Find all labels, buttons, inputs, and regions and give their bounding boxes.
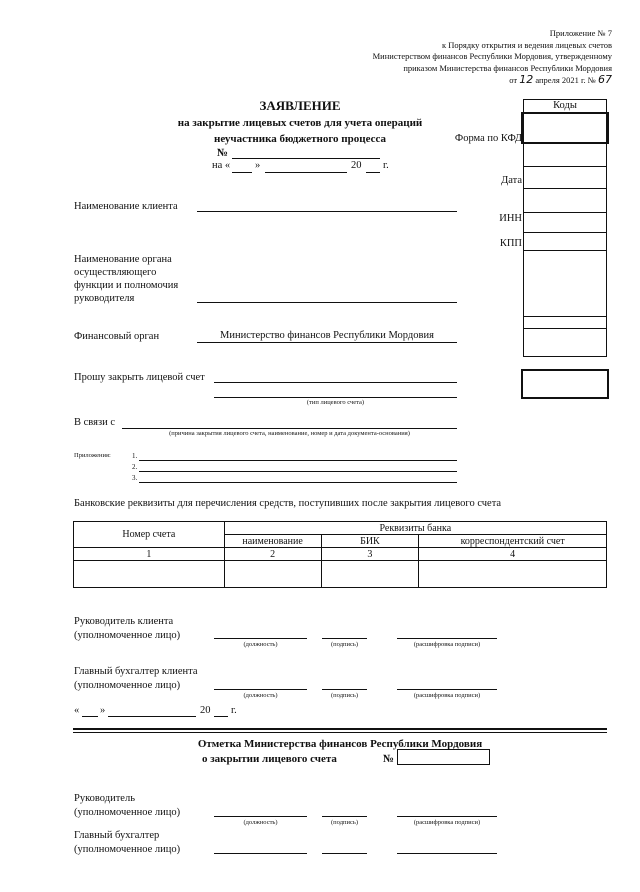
sign-date-year-prefix: 20 <box>200 705 211 716</box>
client-head-label-1: Руководитель клиента <box>74 616 174 627</box>
ministry-head-signature-line[interactable] <box>322 816 367 817</box>
sign-date-close: » <box>100 705 106 716</box>
ministry-number-box[interactable] <box>397 749 490 765</box>
document-number-line <box>232 158 380 159</box>
sign-date-year-suffix: г. <box>231 705 237 716</box>
appendix-line-4: приказом Министерства финансов Республики Мордовия <box>403 62 612 73</box>
attachment-2-number: 2. <box>132 463 138 471</box>
ministry-title-1: Отметка Министерства финансов Республики Мордовия <box>197 738 483 750</box>
appendix-date-rest: апреля 2021 г. № <box>535 75 596 85</box>
bank-value-corr[interactable] <box>419 561 607 588</box>
client-head-decode-line[interactable] <box>397 638 497 639</box>
client-acc-decode-hint: (расшифровка подписи) <box>413 692 481 699</box>
bank-col-bik: БИК <box>321 535 419 548</box>
bank-caption: Банковские реквизиты для перечисления средств, поступивших после закрытия лицевого счета <box>74 498 502 509</box>
attachments-label: Приложения: <box>74 452 111 459</box>
client-acc-signature-line[interactable] <box>322 689 367 690</box>
fin-organ-value: Министерство финансов Республики Мордовия <box>220 330 434 341</box>
close-account-line-1[interactable] <box>214 382 457 383</box>
section-divider-bottom <box>73 732 607 733</box>
document-date-open: на « <box>212 160 231 171</box>
bank-col-bank: Реквизиты банка <box>224 522 606 535</box>
ministry-head-label <box>74 792 180 820</box>
client-name-label: Наименование клиента <box>74 201 178 212</box>
bank-col-corr: корреспондентский счет <box>419 535 607 548</box>
reason-line[interactable] <box>122 428 457 429</box>
client-head-decode-hint: (расшифровка подписи) <box>413 641 481 648</box>
ministry-acc-label-1: Главный бухгалтер <box>74 830 160 841</box>
ministry-head-decode-line[interactable] <box>397 816 497 817</box>
bank-num-4: 4 <box>419 548 607 561</box>
attachment-1-number: 1. <box>132 452 138 460</box>
attachment-1-line[interactable] <box>139 460 457 461</box>
ministry-head-label-2: (уполномоченное лицо) <box>74 807 181 818</box>
bank-table <box>73 521 607 588</box>
client-acc-position-hint: (должность) <box>243 692 278 699</box>
ministry-acc-position-line[interactable] <box>214 853 307 854</box>
codes-row-divider-3 <box>523 212 607 213</box>
bank-value-name[interactable] <box>224 561 321 588</box>
codes-row-divider-2 <box>523 188 607 189</box>
ministry-acc-label-2: (уполномоченное лицо) <box>74 844 181 855</box>
client-head-signature-line[interactable] <box>322 638 367 639</box>
client-acc-label-1: Главный бухгалтер клиента <box>74 666 198 677</box>
bank-value-account[interactable] <box>74 561 225 588</box>
client-acc-signature-hint: (подпись) <box>331 692 358 699</box>
ministry-acc-decode-line[interactable] <box>397 853 497 854</box>
account-type-hint: (тип лицевого счета) <box>306 399 365 406</box>
close-account-label: Прошу закрыть лицевой счет <box>74 372 205 383</box>
client-acc-position-line[interactable] <box>214 689 307 690</box>
organ-label <box>74 253 178 305</box>
document-subtitle-2: неучастника бюджетного процесса <box>213 133 386 145</box>
ministry-number-label: № <box>383 753 395 765</box>
section-divider-top <box>73 728 607 730</box>
appendix-line-1: Приложение № 7 <box>549 28 612 38</box>
code-inn-label: ИНН <box>499 213 522 224</box>
codes-row-divider-4 <box>523 232 607 233</box>
ministry-acc-signature-line[interactable] <box>322 853 367 854</box>
organ-label-line-4: руководителя <box>74 293 135 304</box>
appendix-date-day: 12 <box>519 73 534 86</box>
bank-col-account: Номер счета <box>74 522 225 548</box>
document-year-suffix: г. <box>383 160 389 171</box>
ministry-acc-label <box>74 829 180 857</box>
organ-label-line-3: функции и полномочия <box>74 280 179 291</box>
bank-num-3: 3 <box>321 548 419 561</box>
appendix-date-number: 67 <box>598 73 612 86</box>
organ-label-line-2: осуществляющего <box>74 267 157 278</box>
codes-row-divider-7 <box>523 328 607 329</box>
code-kpp-label: КПП <box>499 238 522 249</box>
codes-row-divider-1 <box>523 166 607 167</box>
document-date-close: » <box>255 160 261 171</box>
client-head-label-2: (уполномоченное лицо) <box>74 630 181 641</box>
organ-label-line-1: Наименование органа <box>74 254 172 265</box>
document-number-label: № <box>217 147 229 159</box>
appendix-block <box>373 28 612 87</box>
ministry-head-label-1: Руководитель <box>74 793 135 804</box>
appendix-line-2: к Порядку открытия и ведения лицевых счетов <box>441 39 612 50</box>
codes-header: Коды <box>553 100 577 111</box>
ministry-title-2: о закрытии лицевого счета <box>202 753 337 765</box>
ministry-head-signature-hint: (подпись) <box>331 819 358 826</box>
client-acc-label <box>74 665 198 693</box>
reason-hint: (причина закрытия лицевого счета, наименование, номер и дата документа-основания) <box>169 430 410 437</box>
client-acc-decode-line[interactable] <box>397 689 497 690</box>
client-head-position-hint: (должность) <box>243 641 278 648</box>
bank-num-1: 1 <box>74 548 225 561</box>
sign-date-open: « <box>74 705 80 716</box>
ministry-head-position-hint: (должность) <box>243 819 278 826</box>
account-code-cell[interactable] <box>521 369 609 399</box>
appendix-line-3: Министерством финансов Республики Мордовия, утвержденному <box>372 51 612 61</box>
attachment-2-line[interactable] <box>139 471 457 472</box>
attachment-3-number: 3. <box>132 474 138 482</box>
document-year-line <box>366 172 380 173</box>
client-head-label <box>74 615 180 643</box>
sign-date-day-line[interactable] <box>82 716 98 717</box>
client-acc-label-2: (уполномоченное лицо) <box>74 680 181 691</box>
ministry-head-decode-hint: (расшифровка подписи) <box>413 819 481 826</box>
bank-num-2: 2 <box>224 548 321 561</box>
document-subtitle-1: на закрытие лицевых счетов для учета операций <box>177 117 423 129</box>
sign-date-month-line[interactable] <box>108 716 196 717</box>
bank-value-bik[interactable] <box>321 561 419 588</box>
document-year-prefix: 20 <box>351 160 362 171</box>
code-form-cell[interactable] <box>521 112 609 144</box>
attachment-3-line[interactable] <box>139 482 457 483</box>
organ-line[interactable] <box>197 302 457 303</box>
code-form-label: Форма по КФД <box>454 133 522 144</box>
codes-row-divider-6 <box>523 316 607 317</box>
fin-organ-line <box>197 342 457 343</box>
bank-col-name: наименование <box>224 535 321 548</box>
reason-label: В связи с <box>74 417 115 428</box>
ministry-head-position-line[interactable] <box>214 816 307 817</box>
close-account-line-2[interactable] <box>214 397 457 398</box>
client-name-line[interactable] <box>197 211 457 212</box>
document-day-line <box>232 172 252 173</box>
client-head-signature-hint: (подпись) <box>331 641 358 648</box>
document-month-line <box>265 172 347 173</box>
fin-organ-label: Финансовый орган <box>74 331 160 342</box>
appendix-date-line <box>373 74 612 87</box>
code-date-label: Дата <box>501 175 522 186</box>
sign-date-year-line[interactable] <box>214 716 228 717</box>
codes-row-divider-5 <box>523 250 607 251</box>
client-head-position-line[interactable] <box>214 638 307 639</box>
appendix-date-prefix: от <box>509 75 518 85</box>
document-title: ЗАЯВЛЕНИЕ <box>259 98 341 113</box>
